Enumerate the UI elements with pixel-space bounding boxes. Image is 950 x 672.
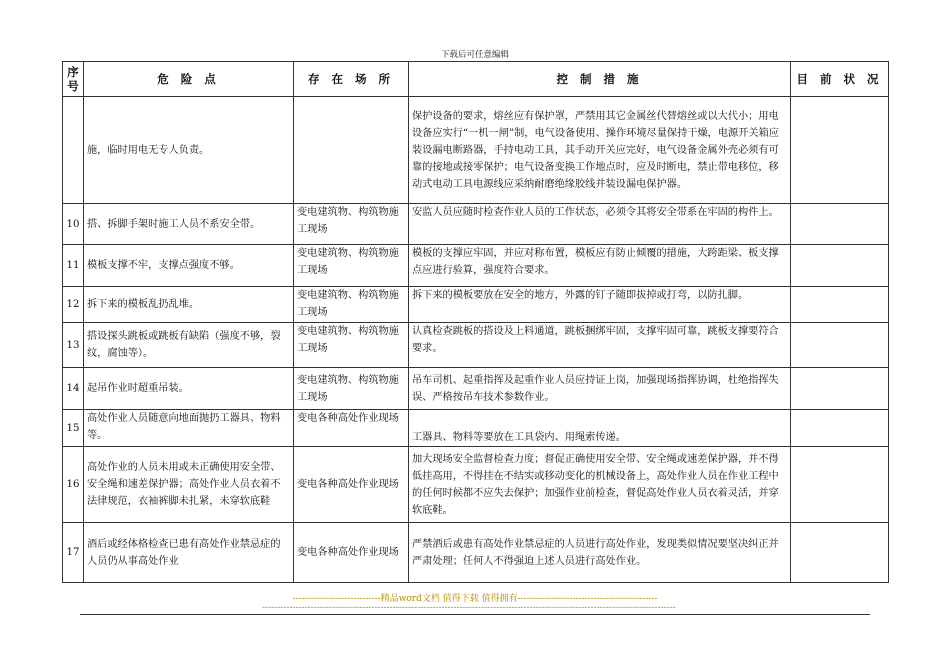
row-number: 17 [63,523,84,583]
table-row [63,447,889,523]
hazard-cell: 酒后或经体格检查已患有高处作业禁忌症的人员仍从事高处作业 [84,523,294,583]
table-header-row [63,62,889,97]
hazard-cell: 起吊作业时超重吊装。 [84,368,294,410]
control-cell: 严禁酒后或患有高处作业禁忌症的人员进行高处作业，发现类似情况要坚决纠正并严肃处理；任何人不得强迫上述人员进行高处作业。 [409,523,791,583]
col-header-seq: 序号 [63,62,84,97]
hazard-cell: 高处作业的人员未用或未正确使用安全带、安全绳和速差保护器；高处作业人员衣着不法律规范，衣袖裤脚未扎紧，未穿软底鞋 [84,447,294,523]
table-row [63,204,889,245]
hazard-table [62,61,889,583]
place-cell: 变电各种高处作业现场 [294,447,409,523]
status-cell [791,287,889,323]
table-row [63,97,889,204]
place-cell: 变电建筑物、构筑物施工现场 [294,204,409,245]
place-cell: 变电各种高处作业现场 [294,410,409,447]
status-cell [791,523,889,583]
place-cell: 变电建筑物、构筑物施工现场 [294,368,409,410]
row-number: 15 [63,410,84,447]
status-cell [791,323,889,368]
hazard-cell: 搭设探头跳板或跳板有缺陷（强度不够，裂纹，腐蚀等）。 [84,323,294,368]
col-header-place: 存 在 场 所 [294,62,409,97]
place-cell: 变电建筑物、构筑物施工现场 [294,245,409,287]
col-header-control: 控 制 措 施 [409,62,791,97]
hazard-cell: 高处作业人员随意向地面抛扔工器具、物料等。 [84,410,294,447]
row-number: 10 [63,204,84,245]
status-cell [791,447,889,523]
table-row [63,523,889,583]
hazard-cell: 施，临时用电无专人负责。 [84,97,294,204]
footer-rule [80,614,870,615]
hazard-cell: 拆下来的模板乱扔乱堆。 [84,287,294,323]
row-number: 14 [63,368,84,410]
row-number: 12 [63,287,84,323]
place-cell: 变电建筑物、构筑物施工现场 [294,323,409,368]
table-row [63,323,889,368]
control-cell: 吊车司机、起重指挥及起重作业人员应持证上岗，加强现场指挥协调，杜绝指挥失误、严格按吊车技术参数作业。 [409,368,791,410]
control-cell: 保护设备的要求，熔丝应有保护罩，严禁用其它金属丝代替熔丝或以大代小；用电设备应实行“一机一闸”制，电气设备使用、操作环境尽量保持干燥，电源开关箱应装设漏电断路器，手持电动工具，其手动开关应完好，电气设备金属外壳必须有可靠的接地或接零保护；电气设备变换工作地点时，应及时断电，禁止带电移位，移动式电动工具电源线应采纳耐磨绝缘胶线并装设漏电保护器。 [409,97,791,204]
control-cell: 加大现场安全监督检查力度；督促正确使用安全带、安全绳或速差保护器，并不得低挂高用，不得挂在不结实或移动变化的机械设备上，高处作业人员在作业工程中的任何时候都不应失去保护；加强作业前检查，督促高处作业人员衣着灵活，并穿软底鞋。 [409,447,791,523]
control-cell: 模板的支撑应牢固，并应对称布置，模板应有防止倾覆的措施，大跨距梁、板支撑点应进行验算，强度符合要求。 [409,245,791,287]
status-cell [791,410,889,447]
control-cell: 安监人员应随时检查作业人员的工作状态，必须令其将安全带系在牢固的构件上。 [409,204,791,245]
table-row [63,410,889,447]
row-number: 11 [63,245,84,287]
place-cell: 变电各种高处作业现场 [294,523,409,583]
control-cell: 拆下来的模板要放在安全的地方，外露的钉子随即拔掉或打弯，以防扎脚。 [409,287,791,323]
row-number [63,97,84,204]
place-cell: 变电建筑物、构筑物施工现场 [294,287,409,323]
table-row [63,287,889,323]
status-cell [791,368,889,410]
hazard-cell: 模板支撑不牢，支撑点强度不够。 [84,245,294,287]
status-cell [791,245,889,287]
row-number: 16 [63,447,84,523]
place-cell [294,97,409,204]
table-row [63,368,889,410]
col-header-status: 目 前 状 况 [791,62,889,97]
table-row [63,245,889,287]
status-cell [791,97,889,204]
control-cell: 工器具、物料等要放在工具袋内、用绳索传递。 [409,410,791,447]
footer-banner: -----------------------------精品word文档 值得下载 值得拥有---------------------------------------------- [292,594,658,604]
status-cell [791,204,889,245]
hazard-cell: 搭、拆脚手架时施工人员不系安全带。 [84,204,294,245]
footer-dashes: ---------------------------------------------------------------------------------------------------------------------------------------- [262,603,676,613]
header-note: 下载后可任意编辑 [440,50,509,60]
control-cell: 认真检查跳板的搭设及上料通道，跳板捆绑牢固，支撑牢固可靠，跳板支撑要符合要求。 [409,323,791,368]
col-header-hazard: 危 险 点 [84,62,294,97]
row-number: 13 [63,323,84,368]
